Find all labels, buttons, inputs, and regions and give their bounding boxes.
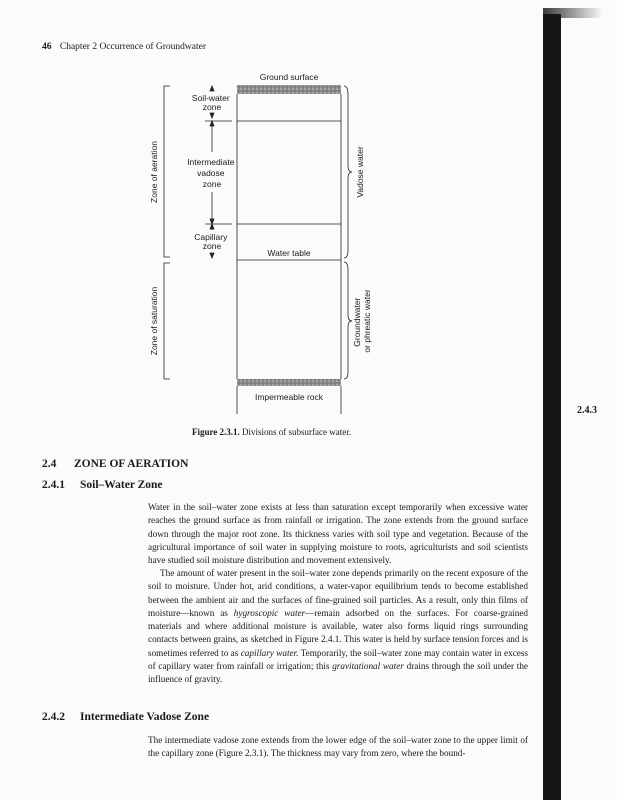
- figure-caption: [0, 427, 543, 437]
- column-outline: [237, 94, 341, 379]
- section-number: 2.4: [42, 458, 57, 470]
- label-zone-of-saturation: Zone of saturation: [149, 286, 159, 356]
- figure-caption-text: Divisions of subsurface water.: [242, 427, 352, 437]
- subsection-title: Intermediate Vadose Zone: [80, 711, 210, 723]
- left-brackets: [164, 86, 170, 379]
- paragraph-soil-water-2: The amount of water present in the soil–water zone depends primarily on the recent exposure of the soil to moisture. Under hot, arid conditions, a water-vapor equilibrium tends to become established between the ambient air and the surfaces of fine-grained soil particles. As a result, only thin films of moisture—known as hygroscopic water—remain adsorbed on the surfaces. For coarse-grained materials and where additional moisture is available, water also forms liquid rings surrounding contacts between grains, as sketched in Figure 2.4.1. This water is held by surface tension forces and is sometimes referred to as capillary water. Temporarily, the soil–water zone may contain water in excess of capillary water from rainfall or irrigation; this gravitational water drains through the soil under the influence of gravity.: [148, 568, 528, 685]
- subsurface-water-diagram: [140, 66, 380, 421]
- section-title: ZONE OF AERATION: [74, 458, 189, 470]
- page-number: 46: [42, 42, 52, 52]
- label-water-table: Water table: [267, 248, 311, 258]
- subsection-heading-2-4-1: [42, 479, 163, 491]
- subsection-heading-2-4-2: [42, 711, 209, 723]
- running-header: [42, 42, 206, 52]
- term-hygroscopic-water: hygroscopic water: [233, 607, 306, 618]
- label-impermeable-rock: Impermeable rock: [254, 392, 324, 402]
- label-ground-surface: Ground surface: [259, 72, 319, 82]
- right-braces: [344, 86, 352, 379]
- subsection-number: 2.4.1: [42, 479, 65, 491]
- subsection-title: Soil–Water Zone: [80, 479, 163, 491]
- paragraph-soil-water-1: Water in the soil–water zone exists at less than saturation except temporarily when excessive water reaches the ground surface as from rainfall or irrigation. The zone extends from the ground surface down through the major root zone. Its thickness varies with soil type and vegetation. Because of the agricultural importance of soil water in supplying moisture to roots, agriculturists and soil scientists have studied soil moisture distribution and movement extensively.: [148, 502, 528, 566]
- term-capillary-water: capillary water.: [240, 647, 299, 658]
- running-title: Chapter 2 Occurrence of Groundwater: [59, 42, 207, 52]
- figure-caption-label: Figure 2.3.1.: [191, 427, 240, 437]
- label-intermediate-vadose-zone: Intermediate vadose zone: [187, 157, 235, 189]
- side-section-marker: 2.4.3: [577, 405, 597, 416]
- label-soil-water-zone: Soil-water zone: [191, 93, 230, 112]
- ground-surface-band: [237, 85, 341, 94]
- label-zone-of-aeration: Zone of aeration: [149, 141, 159, 203]
- scan-binding-edge: [543, 14, 561, 800]
- label-capillary-zone: Capillary zone: [194, 232, 228, 251]
- section-heading: [42, 458, 188, 470]
- subsection-number: 2.4.2: [42, 711, 65, 723]
- paragraph-intermediate-vadose: The intermediate vadose zone extends from the lower edge of the soil–water zone to the upper limit of the capillary zone (Figure 2.3.1). The thickness may vary from zero, where the bound-: [148, 735, 528, 759]
- label-groundwater: Groundwater or phreatic water: [352, 289, 372, 353]
- label-vadose-water: Vadose water: [355, 146, 365, 198]
- term-gravitational-water: gravitational water: [332, 661, 404, 672]
- impermeable-rock-band: [237, 379, 341, 386]
